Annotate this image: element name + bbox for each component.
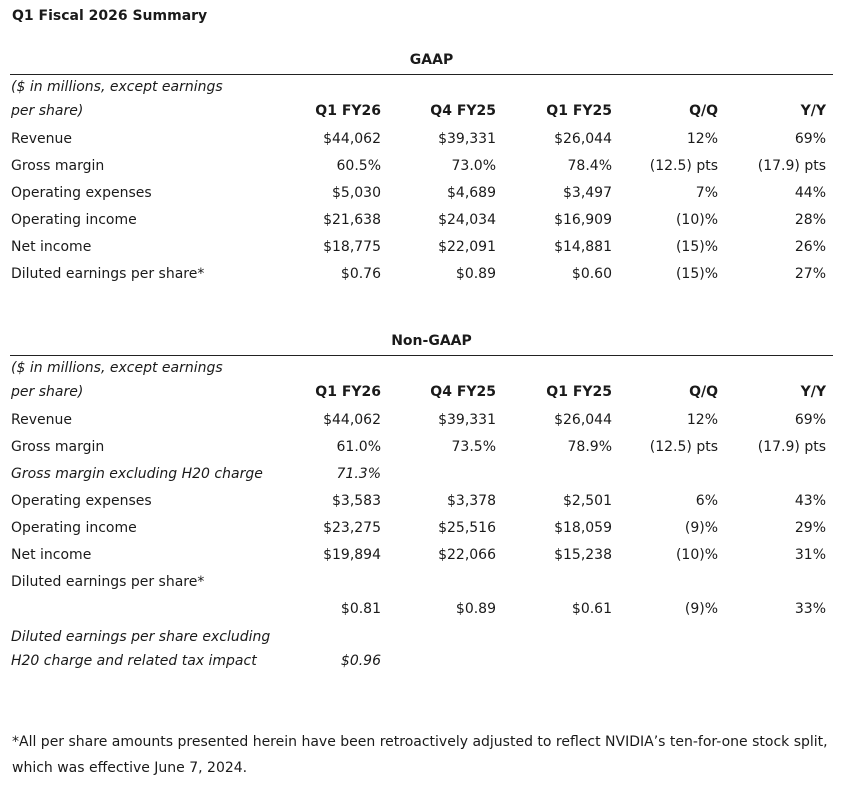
cell: (9)% bbox=[684, 601, 718, 617]
cell: 26% bbox=[794, 239, 826, 255]
cell: (12.5) pts bbox=[649, 439, 718, 455]
nongaap-unit-line1: ($ in millions, except earnings bbox=[11, 360, 223, 376]
row-label: Operating income bbox=[11, 520, 137, 536]
row-label: Revenue bbox=[11, 131, 72, 147]
cell: 31% bbox=[794, 547, 826, 563]
footnote-line1: *All per share amounts presented herein have been retroactively adjusted to reflect NVIDIA’s ten-for-one stock split, bbox=[12, 734, 828, 750]
row-label: Net income bbox=[11, 239, 92, 255]
row-label: Net income bbox=[11, 547, 92, 563]
table-row bbox=[10, 235, 833, 262]
table-row bbox=[10, 154, 833, 181]
col-header-qq: Q/Q bbox=[689, 384, 718, 400]
cell: 69% bbox=[794, 131, 826, 147]
cell: 6% bbox=[695, 493, 718, 509]
cell: $26,044 bbox=[554, 412, 612, 428]
row-label: Diluted earnings per share* bbox=[11, 266, 205, 282]
cell: $22,091 bbox=[438, 239, 496, 255]
row-label: Gross margin bbox=[11, 439, 105, 455]
cell: $39,331 bbox=[438, 412, 496, 428]
nongaap-unit-line2: per share) bbox=[11, 384, 84, 400]
cell: (12.5) pts bbox=[649, 158, 718, 174]
cell: $19,894 bbox=[323, 547, 381, 563]
col-header-q1-fy26: Q1 FY26 bbox=[315, 384, 381, 400]
cell: $3,378 bbox=[447, 493, 496, 509]
row-label: Revenue bbox=[11, 412, 72, 428]
cell: $16,909 bbox=[554, 212, 612, 228]
cell: 78.4% bbox=[567, 158, 612, 174]
table-row bbox=[10, 570, 833, 597]
cell: $0.61 bbox=[571, 601, 612, 617]
row-label: Operating expenses bbox=[11, 493, 152, 509]
table-row bbox=[10, 181, 833, 208]
cell: 12% bbox=[686, 412, 718, 428]
cell: 44% bbox=[794, 185, 826, 201]
cell: $44,062 bbox=[323, 131, 381, 147]
cell: 71.3% bbox=[336, 466, 381, 482]
table-row bbox=[10, 462, 833, 489]
col-header-q4-fy25: Q4 FY25 bbox=[430, 384, 496, 400]
row-label: Diluted earnings per share* bbox=[11, 574, 205, 590]
cell: 27% bbox=[794, 266, 826, 282]
cell: $15,238 bbox=[554, 547, 612, 563]
col-header-yy: Y/Y bbox=[800, 103, 826, 119]
nongaap-column-header-row bbox=[10, 381, 833, 408]
row-label: Operating expenses bbox=[11, 185, 152, 201]
cell: (17.9) pts bbox=[757, 158, 826, 174]
cell: $44,062 bbox=[323, 412, 381, 428]
table-row bbox=[10, 649, 833, 674]
cell: (10)% bbox=[675, 212, 718, 228]
cell: $0.60 bbox=[571, 266, 612, 282]
cell: $0.89 bbox=[455, 601, 496, 617]
cell: (17.9) pts bbox=[757, 439, 826, 455]
cell: $4,689 bbox=[447, 185, 496, 201]
col-header-q1-fy25: Q1 FY25 bbox=[546, 384, 612, 400]
nongaap-unit-row bbox=[10, 356, 833, 381]
col-header-q1-fy26: Q1 FY26 bbox=[315, 103, 381, 119]
table-row bbox=[10, 127, 833, 154]
cell: $39,331 bbox=[438, 131, 496, 147]
cell: $0.76 bbox=[340, 266, 381, 282]
table-row bbox=[10, 543, 833, 570]
cell: $24,034 bbox=[438, 212, 496, 228]
cell: $18,059 bbox=[554, 520, 612, 536]
table-row bbox=[10, 408, 833, 435]
gaap-heading: GAAP bbox=[409, 52, 454, 68]
row-label: Gross margin excluding H20 charge bbox=[11, 466, 263, 482]
cell: $0.89 bbox=[455, 266, 496, 282]
cell: $0.96 bbox=[340, 653, 381, 669]
gaap-column-header-row bbox=[10, 100, 833, 127]
col-header-q4-fy25: Q4 FY25 bbox=[430, 103, 496, 119]
col-header-yy: Y/Y bbox=[800, 384, 826, 400]
cell: $25,516 bbox=[438, 520, 496, 536]
col-header-q1-fy25: Q1 FY25 bbox=[546, 103, 612, 119]
table-row bbox=[10, 597, 833, 624]
cell: 73.0% bbox=[451, 158, 496, 174]
table-row bbox=[10, 208, 833, 235]
cell: (15)% bbox=[675, 266, 718, 282]
table-row bbox=[10, 262, 833, 289]
cell: (9)% bbox=[684, 520, 718, 536]
cell: 43% bbox=[794, 493, 826, 509]
cell: $5,030 bbox=[332, 185, 381, 201]
cell: $23,275 bbox=[323, 520, 381, 536]
table-row bbox=[10, 624, 833, 649]
cell: $22,066 bbox=[438, 547, 496, 563]
cell: $3,583 bbox=[332, 493, 381, 509]
cell: 73.5% bbox=[451, 439, 496, 455]
row-label: Operating income bbox=[11, 212, 137, 228]
cell: $0.81 bbox=[340, 601, 381, 617]
cell: (10)% bbox=[675, 547, 718, 563]
row-label: Diluted earnings per share excluding bbox=[11, 629, 271, 645]
table-row bbox=[10, 516, 833, 543]
gaap-unit-row bbox=[10, 75, 833, 100]
table-row bbox=[10, 489, 833, 516]
nongaap-heading: Non-GAAP bbox=[391, 333, 472, 349]
cell: $26,044 bbox=[554, 131, 612, 147]
cell: 7% bbox=[695, 185, 718, 201]
cell: $14,881 bbox=[554, 239, 612, 255]
cell: 33% bbox=[794, 601, 826, 617]
footnote-line2: which was effective June 7, 2024. bbox=[12, 760, 248, 776]
col-header-qq: Q/Q bbox=[689, 103, 718, 119]
page-title: Q1 Fiscal 2026 Summary bbox=[12, 8, 208, 24]
gaap-table bbox=[10, 49, 833, 289]
cell: 29% bbox=[794, 520, 826, 536]
gaap-unit-line2: per share) bbox=[11, 103, 84, 119]
row-label: H20 charge and related tax impact bbox=[11, 653, 257, 669]
cell: $18,775 bbox=[323, 239, 381, 255]
cell: $2,501 bbox=[563, 493, 612, 509]
cell: 61.0% bbox=[336, 439, 381, 455]
gaap-unit-line1: ($ in millions, except earnings bbox=[11, 79, 223, 95]
cell: (15)% bbox=[675, 239, 718, 255]
cell: 28% bbox=[794, 212, 826, 228]
nongaap-table bbox=[10, 330, 833, 674]
table-row bbox=[10, 435, 833, 462]
cell: 60.5% bbox=[336, 158, 381, 174]
cell: 12% bbox=[686, 131, 718, 147]
cell: $3,497 bbox=[563, 185, 612, 201]
row-label: Gross margin bbox=[11, 158, 105, 174]
footnote bbox=[12, 729, 840, 781]
cell: $21,638 bbox=[323, 212, 381, 228]
cell: 78.9% bbox=[567, 439, 612, 455]
cell: 69% bbox=[794, 412, 826, 428]
